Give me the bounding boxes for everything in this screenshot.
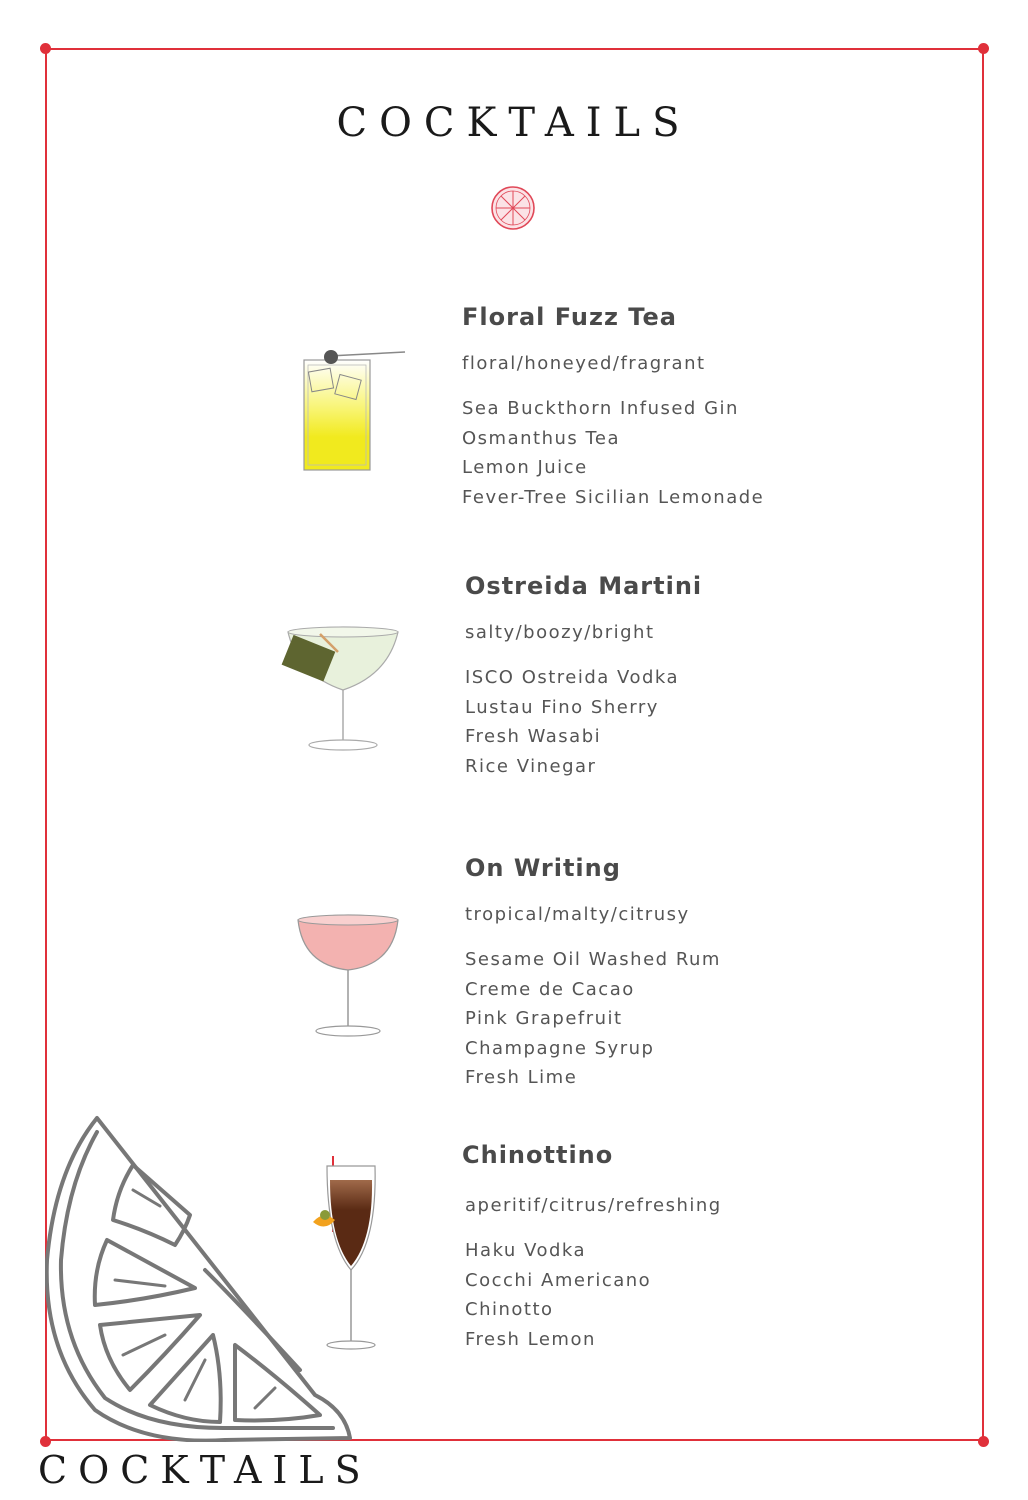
ingredient: Cocchi Americano: [465, 1269, 652, 1291]
frame-corner-dot: [978, 43, 989, 54]
ingredient: Fresh Wasabi: [465, 726, 602, 747]
ingredient: Chinotto: [465, 1299, 554, 1320]
frame-corner-dot: [978, 1436, 989, 1447]
ingredient: Sesame Oil Washed Rum: [465, 949, 721, 970]
page-title: COCKTAILS: [336, 100, 692, 146]
cocktail-flavor-profile: tropical/malty/citrusy: [465, 904, 690, 925]
coupe-glass-icon: [293, 905, 403, 1040]
cocktail-item: [465, 854, 721, 1093]
ingredient: Fever-Tree Sicilian Lemonade: [462, 486, 765, 508]
ingredient: Fresh Lemon: [465, 1328, 596, 1350]
ingredient-list: [462, 394, 764, 512]
ingredient: Osmanthus Tea: [462, 427, 621, 449]
citrus-slice-icon: [490, 185, 536, 231]
footer-title: COCKTAILS: [38, 1448, 372, 1492]
cocktail-item: [465, 572, 702, 781]
cocktail-flavor-profile: aperitif/citrus/refreshing: [465, 1195, 722, 1216]
ingredient: Champagne Syrup: [465, 1037, 655, 1059]
cocktail-flavor-profile: salty/boozy/bright: [465, 622, 655, 643]
cocktail-name: Floral Fuzz Tea: [462, 303, 677, 331]
ingredient: Creme de Cacao: [465, 978, 635, 1000]
ingredient: Fresh Lime: [465, 1067, 578, 1088]
cocktail-item: [462, 1141, 722, 1354]
cocktail-name: On Writing: [465, 854, 621, 882]
ingredient: Haku Vodka: [465, 1240, 587, 1261]
ingredient: Lustau Fino Sherry: [465, 696, 659, 718]
ingredient-list: [465, 663, 702, 781]
martini-glass-icon: [278, 620, 403, 755]
ingredient: Rice Vinegar: [465, 755, 597, 777]
cocktail-flavor-profile: floral/honeyed/fragrant: [462, 353, 706, 374]
ingredient-list: [465, 1236, 722, 1354]
cocktail-name: Chinottino: [462, 1141, 614, 1169]
frame-corner-dot: [40, 43, 51, 54]
ingredient: ISCO Ostreida Vodka: [465, 667, 680, 688]
cocktail-item: [462, 303, 764, 512]
ingredient: Lemon Juice: [462, 457, 588, 478]
ingredient: Pink Grapefruit: [465, 1008, 623, 1029]
ingredient-list: [465, 945, 721, 1093]
lemon-wedge-illustration: [45, 1110, 365, 1442]
ingredient: Sea Buckthorn Infused Gin: [462, 398, 739, 419]
cocktail-name: Ostreida Martini: [465, 572, 703, 600]
highball-glass-icon: [295, 345, 410, 480]
